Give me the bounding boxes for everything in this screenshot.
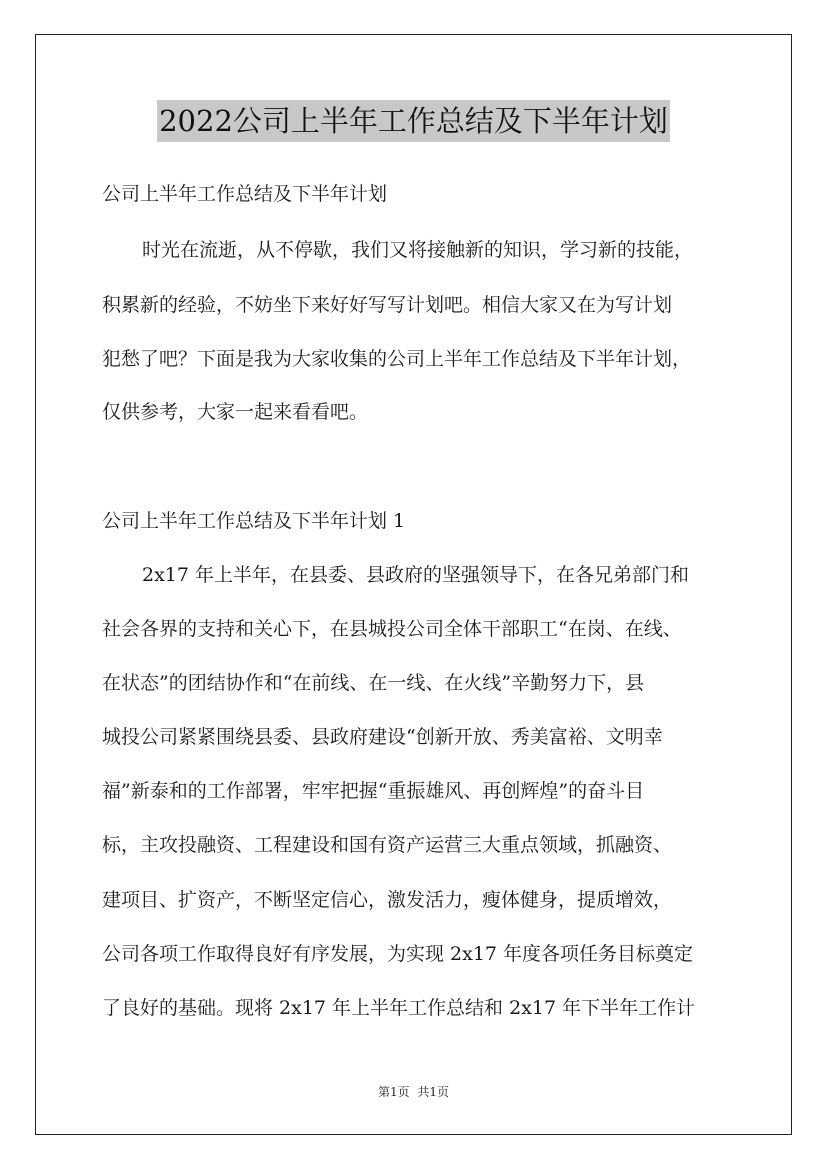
intro-line: 仅供参考，大家一起来看看吧。 bbox=[102, 401, 369, 423]
document-subtitle: 公司上半年工作总结及下半年计划 bbox=[102, 183, 388, 205]
intro-line: 犯愁了吧？下面是我为大家收集的公司上半年工作总结及下半年计划， bbox=[102, 348, 692, 370]
title-block bbox=[0, 100, 827, 142]
body-line: 公司各项工作取得良好有序发展，为实现 2x17 年度各项任务目标奠定 bbox=[102, 943, 694, 965]
page-total: 共1页 bbox=[417, 1085, 450, 1099]
intro-line: 积累新的经验，不妨坐下来好好写写计划吧。相信大家又在为写计划 bbox=[102, 294, 673, 316]
body-line: 城投公司紧紧围绕县委、县政府建设“创新开放、秀美富裕、文明幸 bbox=[102, 726, 663, 748]
intro-line: 时光在流逝，从不停歇，我们又将接触新的知识，学习新的技能， bbox=[142, 239, 694, 261]
body-line: 在状态”的团结协作和“在前线、在一线、在火线”辛勤努力下，县 bbox=[102, 672, 645, 694]
body-line: 福”新泰和的工作部署，牢牢把握“重振雄风、再创辉煌”的奋斗目 bbox=[102, 780, 645, 802]
body-line: 标，主攻投融资、工程建设和国有资产运营三大重点领域，抓融资、 bbox=[102, 834, 673, 856]
document-title: 2022公司上半年工作总结及下半年计划 bbox=[157, 100, 670, 142]
body-line: 2x17 年上半年，在县委、县政府的坚强领导下，在各兄弟部门和 bbox=[142, 564, 690, 586]
page-footer bbox=[0, 1084, 827, 1100]
body-line: 建项目、扩资产，不断坚定信心，激发活力，瘦体健身，提质增效， bbox=[102, 889, 673, 911]
body-line: 社会各界的支持和关心下，在县城投公司全体干部职工“在岗、在线、 bbox=[102, 618, 682, 640]
page-number: 第1页 bbox=[377, 1085, 410, 1099]
section-heading: 公司上半年工作总结及下半年计划 1 bbox=[102, 510, 406, 532]
body-line: 了良好的基础。现将 2x17 年上半年工作总结和 2x17 年下半年工作计 bbox=[102, 997, 696, 1019]
